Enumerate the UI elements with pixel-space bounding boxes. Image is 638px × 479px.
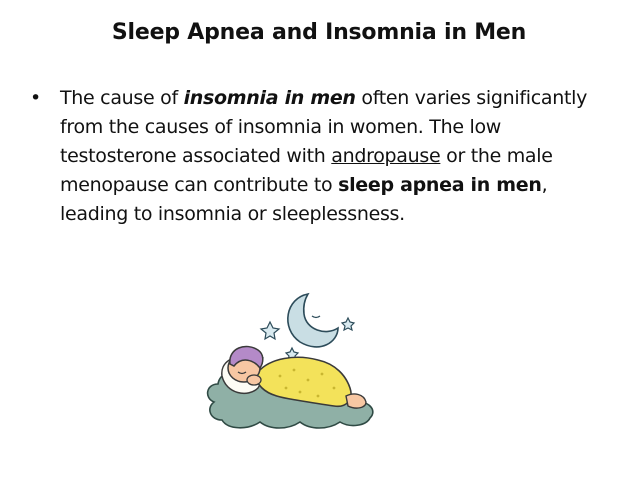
- slide-title: Sleep Apnea and Insomnia in Men: [111, 20, 527, 45]
- sleeping-person-clipart: [200, 284, 400, 434]
- link-andropause[interactable]: andropause: [331, 145, 441, 167]
- bullet-paragraph: [30, 84, 615, 229]
- emphasis-sleep-apnea-in-men: sleep apnea in men: [338, 174, 542, 196]
- bullet-text-part: often varies significantly from the causes of insomnia in women. The low testosterone associated with: [60, 87, 588, 167]
- moon-icon: [288, 294, 338, 347]
- emphasis-insomnia-in-men: insomnia in men: [183, 87, 356, 109]
- bullet-marker: •: [30, 87, 41, 109]
- bullet-text: [60, 84, 615, 229]
- sleeping-person-icon: [200, 284, 400, 434]
- bullet-text-part: , leading to insomnia or sleeplessness.: [60, 174, 548, 225]
- bullet-text-part: The cause of: [60, 87, 184, 109]
- bullet-text-part: or the male menopause can contribute to: [60, 145, 553, 196]
